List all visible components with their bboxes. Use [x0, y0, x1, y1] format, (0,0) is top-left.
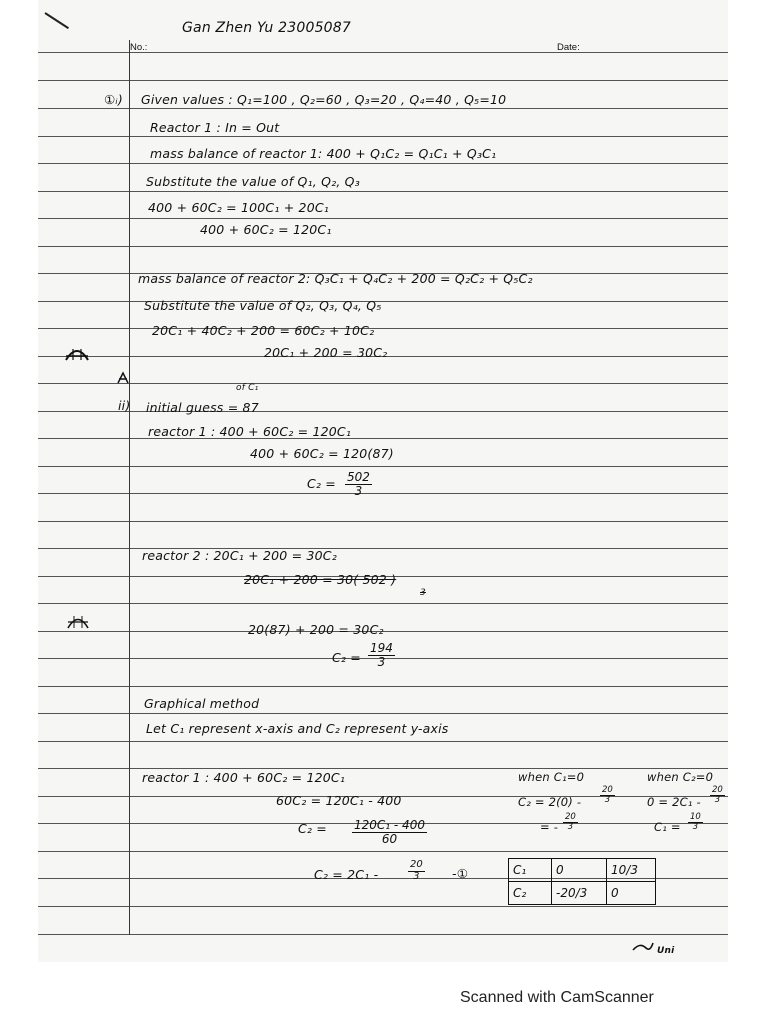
- margin-line: [129, 40, 130, 935]
- table-cell: -20/3: [552, 882, 607, 905]
- logo-swoosh-icon: [632, 940, 654, 954]
- ruled-line: [38, 438, 728, 439]
- c2-intercept-value: = -: [540, 820, 559, 834]
- student-name-id: Gan Zhen Yu 23005087: [182, 20, 351, 36]
- ruled-line: [38, 851, 728, 852]
- equation-tag: -①: [452, 866, 469, 881]
- equation: 20C₁ + 200 = 30C₂: [264, 345, 388, 360]
- scanner-watermark: Scanned with CamScanner: [460, 989, 654, 1006]
- ruled-line: [38, 686, 728, 687]
- c2-result-prefix: C₂ =: [307, 476, 336, 491]
- ruled-line: [38, 328, 728, 329]
- ruled-line: [38, 768, 728, 769]
- ruled-line: [38, 741, 728, 742]
- reactor2-equation: reactor 2 : 20C₁ + 200 = 30C₂: [142, 548, 337, 563]
- ruled-line: [38, 218, 728, 219]
- equation: 400 + 60C₂ = 120C₁: [200, 222, 332, 237]
- fraction: $\frac{10}{3}$: [690, 812, 701, 832]
- ruled-line: [38, 466, 728, 467]
- ruled-line: [38, 493, 728, 494]
- c2-expression-prefix: C₂ =: [298, 821, 327, 836]
- table-cell: 0: [607, 882, 656, 905]
- intercept-table: [508, 858, 656, 905]
- table-cell: 0: [552, 859, 607, 882]
- substitution: 400 + 60C₂ = 120(87): [250, 446, 394, 461]
- fraction: $\frac{20}{3}$: [712, 785, 723, 805]
- fraction: $\frac{\text{120C₁ - 400}}{60}$: [354, 818, 425, 846]
- c1-intercept-value: C₁ =: [654, 820, 681, 834]
- question-label: ①ᵢ): [104, 92, 123, 107]
- fraction: $\frac{20}{3}$: [410, 859, 423, 882]
- ruled-line: [38, 521, 728, 522]
- rearranged-equation: 60C₂ = 120C₁ - 400: [276, 793, 402, 808]
- initial-guess: initial guess = 87: [146, 400, 259, 415]
- substitute-text: Substitute the value of Q₁, Q₂, Q₃: [146, 174, 360, 189]
- fraction: $\frac{194}{3}$: [370, 641, 393, 669]
- mass-balance-reactor2: mass balance of reactor 2: Q₃C₁ + Q₄C₂ + 200 = Q₂C₂ + Q₅C₂: [138, 271, 533, 286]
- table-cell: C₂: [509, 882, 552, 905]
- table-cell: C₁: [509, 859, 552, 882]
- of-c1-note: of C₁: [236, 383, 259, 393]
- ruled-line: [38, 80, 728, 81]
- ruled-line: [38, 603, 728, 604]
- mass-balance-reactor1: mass balance of reactor 1: 400 + Q₁C₂ = Q₁C₁ + Q₃C₁: [150, 146, 497, 161]
- ruled-line: [38, 136, 728, 137]
- ruled-line: [38, 108, 728, 109]
- no-label: No.:: [130, 42, 148, 53]
- c1-intercept: 0 = 2C₁ -: [647, 795, 701, 809]
- equation: 20C₁ + 40C₂ + 200 = 60C₂ + 10C₂: [152, 323, 375, 338]
- reactor1-equation: reactor 1 : 400 + 60C₂ = 120C₁: [148, 424, 352, 439]
- ruled-line: [38, 713, 728, 714]
- reactor1-in-out: Reactor 1 : In = Out: [150, 120, 280, 135]
- table-cell: 10/3: [607, 859, 656, 882]
- table-row: [509, 859, 656, 882]
- ruled-line: [38, 301, 728, 302]
- brand-mark: Uni: [657, 946, 675, 956]
- substitution: 20(87) + 200 = 30C₂: [248, 622, 384, 637]
- doodle-icon: [66, 612, 90, 630]
- c2-intercept: C₂ = 2(0) -: [518, 795, 582, 809]
- c2-result-prefix: C₂ =: [332, 650, 361, 665]
- doodle-icon: [64, 344, 90, 362]
- struck-denominator: 3: [420, 588, 426, 598]
- fraction: $\frac{20}{3}$: [602, 785, 613, 805]
- scribble-icon: [116, 371, 130, 385]
- when-c1-zero: when C₁=0: [518, 770, 585, 784]
- ruled-line: [38, 246, 728, 247]
- ruled-line: [38, 934, 728, 935]
- part-label: ii): [118, 398, 131, 413]
- ruled-line: [38, 191, 728, 192]
- substitute-text: Substitute the value of Q₂, Q₃, Q₄, Q₅: [144, 298, 382, 313]
- reactor1-equation: reactor 1 : 400 + 60C₂ = 120C₁: [142, 770, 346, 785]
- when-c2-zero: when C₂=0: [647, 770, 714, 784]
- ruled-line: [38, 906, 728, 907]
- date-label: Date:: [557, 42, 580, 53]
- fraction: $\frac{20}{3}$: [565, 812, 576, 832]
- ruled-line: [38, 163, 728, 164]
- section-title: Graphical method: [144, 696, 260, 711]
- struck-equation: 20C₁ + 200 = 30( 502 ): [244, 572, 397, 587]
- final-equation: C₂ = 2C₁ -: [314, 867, 379, 882]
- equation: 400 + 60C₂ = 100C₁ + 20C₁: [148, 200, 330, 215]
- given-values: Given values : Q₁=100 , Q₂=60 , Q₃=20 , Q₄=40 , Q₅=10: [141, 92, 507, 107]
- fraction: $\frac{502}{3}$: [347, 470, 370, 498]
- ruled-line: [38, 411, 728, 412]
- table-row: [509, 882, 656, 905]
- ruled-line: [38, 383, 728, 384]
- axis-assignment: Let C₁ represent x-axis and C₂ represent y-axis: [146, 721, 449, 736]
